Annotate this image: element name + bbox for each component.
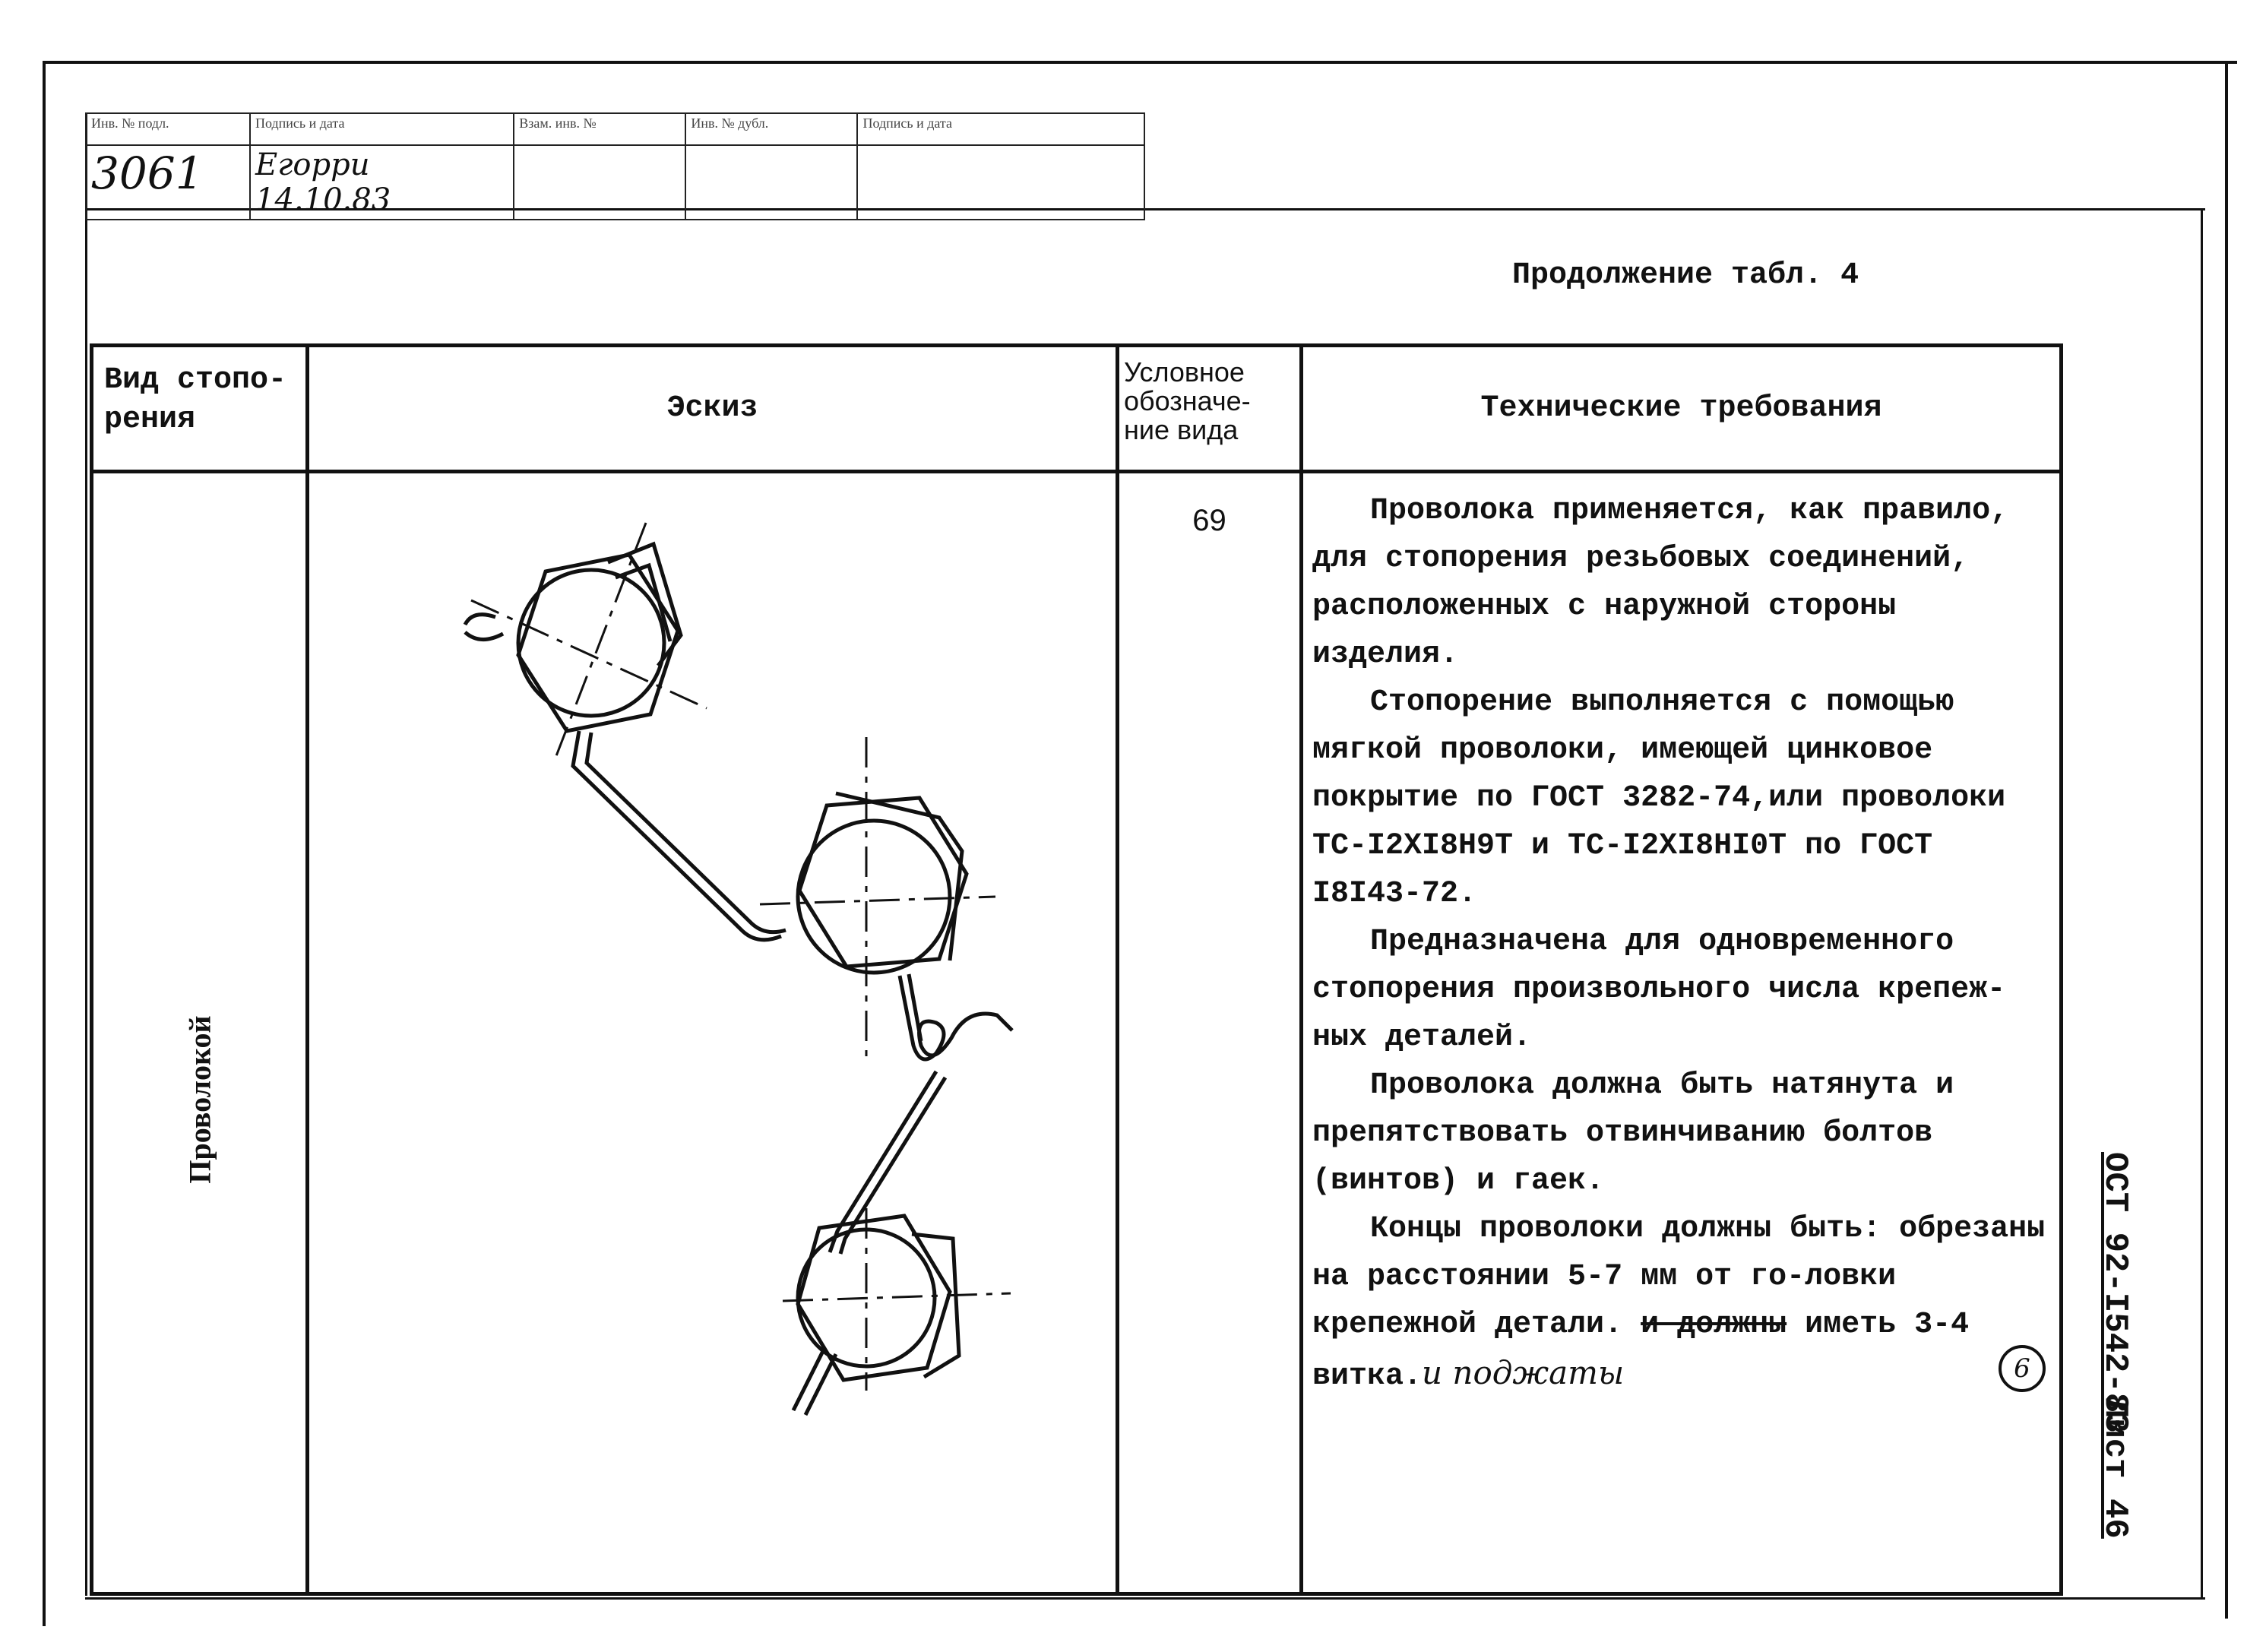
wire-segment-1 bbox=[573, 731, 786, 940]
header-code: Условное обозначе-ние вида bbox=[1118, 346, 1302, 472]
header-requirements: Технические требования bbox=[1302, 346, 2062, 472]
wire-twist bbox=[900, 974, 1012, 1059]
requirement-paragraph: Предназначена для одновременного стопорения произвольного числа крепеж-ных деталей. bbox=[1312, 925, 2006, 1055]
table-continuation-title: Продолжение табл. 4 bbox=[1512, 258, 1859, 293]
handwritten-addition: и поджаты bbox=[1422, 1354, 1625, 1391]
requirement-paragraph: Проволока применяется, как правило, для стопорения резьбовых соединений, расположенных с наружной стороны изделия. bbox=[1312, 494, 2009, 672]
wire-segment-2 bbox=[830, 1071, 945, 1254]
stamp-header-signature: Подпись и дата bbox=[250, 113, 514, 145]
row-type-label: Проволокой bbox=[182, 1015, 217, 1184]
circled-mark: 6 bbox=[1999, 1345, 2046, 1392]
requirement-turns-text: иметь 3-4 витка. bbox=[1312, 1308, 1970, 1394]
bolt-head-1 bbox=[471, 523, 707, 760]
header-sketch: Эскиз bbox=[308, 346, 1118, 472]
document-code: ОСТ 92-I542-83 bbox=[2096, 1152, 2134, 1433]
stamp-header-duplicate: Инв. № дубл. bbox=[685, 113, 857, 145]
stamp-header-signature-2: Подпись и дата bbox=[857, 113, 1144, 145]
header-type: Вид стопо-рения bbox=[92, 346, 308, 472]
sheet-number: Лист 46 bbox=[2096, 1398, 2134, 1539]
inv-number-handwritten: 3061 bbox=[91, 147, 204, 199]
signature-handwritten: Егорри 14.10.83 bbox=[255, 147, 391, 217]
stamp-header-replacement: Взам. инв. № bbox=[514, 113, 685, 145]
struck-text: и должны bbox=[1641, 1308, 1787, 1342]
stamp-header-inv: Инв. № подл. bbox=[86, 113, 250, 145]
bolt-head-2 bbox=[760, 737, 995, 1056]
requirement-paragraph: Стопорение выполняется с помощью мягкой проволоки, имеющей цинковое покрытие по ГОСТ 3282-74,или проволоки ТС-I2XI8H9T и ТС-I2XI8HI0T по ГОСТ I8I43-72. bbox=[1312, 685, 2006, 911]
requirement-ends-text: Концы проволоки должны быть: обрезаны на расстоянии 5-7 мм от го-ловки крепежной детали. bbox=[1312, 1212, 2046, 1342]
requirement-paragraph: Проволока должна быть натянута и препятствовать отвинчиванию болтов (винтов) и гаек. bbox=[1312, 1068, 1954, 1198]
row-code: 69 bbox=[1118, 472, 1302, 1594]
